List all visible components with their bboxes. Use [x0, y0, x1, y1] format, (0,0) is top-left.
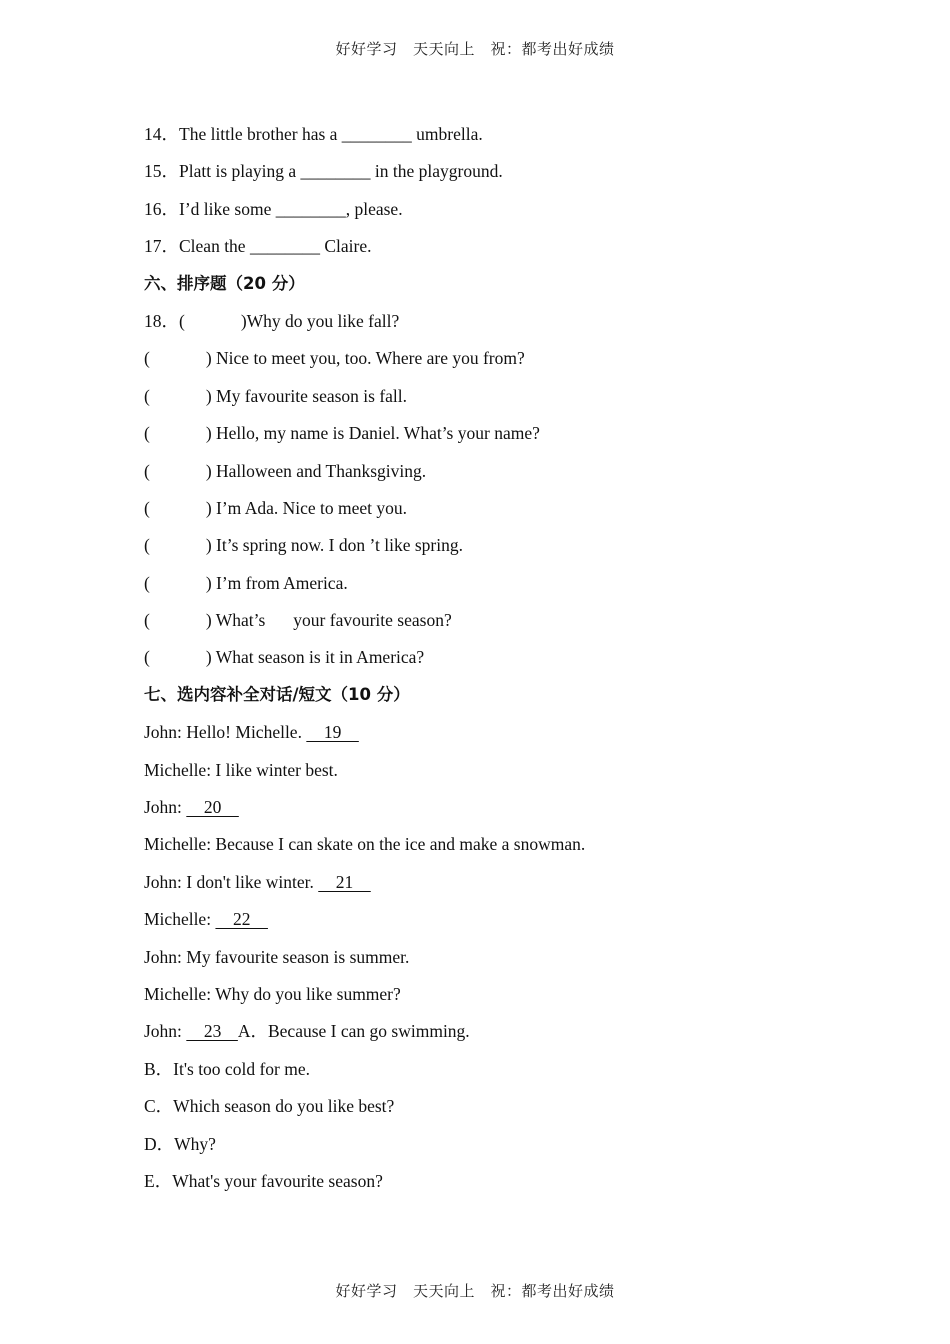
question-text-after: umbrella. [411, 124, 483, 144]
order-sentence: ) What’s [205, 610, 266, 631]
order-line: ( ) Nice to meet you, too. Where are you from? [144, 348, 525, 369]
dialogue-line [144, 829, 844, 866]
dialogue-line [144, 979, 844, 1016]
dialogue-text: Michelle: Why do you like summer? [144, 983, 401, 1004]
question-text-before: Platt is playing a [179, 161, 301, 182]
order-line: ( ) What season is it in America? [144, 647, 425, 668]
answer-blank[interactable]: ________ [275, 198, 346, 219]
option-e: E．What's your favourite season? [144, 1170, 383, 1191]
dialogue-blank-22[interactable]: 22 [215, 909, 268, 930]
dialogue-text: John: I don't like winter. [144, 871, 319, 892]
dialogue-text: Michelle: I like winter best. [144, 759, 338, 780]
page-footer: 好好学习 天天向上 祝：都考出好成绩 [335, 1282, 615, 1300]
order-sentence: ) Hello, my name is Daniel. What’s your name? [205, 423, 540, 444]
dialogue-line [144, 904, 844, 941]
question-16 [144, 194, 844, 231]
dialogue-line [144, 792, 844, 829]
question-15 [144, 156, 844, 193]
section-6-title: 六、排序题（20 分） [144, 273, 305, 293]
order-line: ( ) I’m Ada. Nice to meet you. [144, 497, 408, 518]
page-header: 好好学习 天天向上 祝：都考出好成绩 [335, 40, 615, 58]
order-sentence: ) Halloween and Thanksgiving. [205, 460, 427, 481]
dialogue-text: Michelle: Because I can skate on the ice and make a snowman. [144, 834, 586, 855]
answer-blank[interactable]: ________ [341, 124, 412, 144]
question-18: 18．( )Why do you like fall? [144, 310, 400, 331]
order-line: ( ) It’s spring now. I don ’t like spring. [144, 535, 463, 556]
question-number: 15． [144, 161, 179, 182]
question-text-before: I’d like some [179, 198, 276, 219]
option-b: B．It's too cold for me. [144, 1058, 310, 1079]
question-text-after: , please. [345, 198, 403, 219]
order-sentence: your favourite season? [293, 610, 452, 631]
order-sentence: ) What season is it in America? [205, 647, 425, 668]
question-17 [144, 231, 844, 268]
option-c: C．Which season do you like best? [144, 1096, 395, 1117]
order-sentence: ) I’m Ada. Nice to meet you. [205, 497, 408, 518]
order-sentence: ) I’m from America. [205, 572, 348, 593]
order-sentence: )Why do you like fall? [240, 310, 400, 331]
dialogue-blank-20[interactable]: 20 [186, 797, 239, 818]
dialogue-line [144, 942, 844, 979]
order-line: ( ) I’m from America. [144, 572, 348, 593]
document-body [144, 119, 844, 1203]
order-sentence: ) Nice to meet you, too. Where are you from? [205, 348, 525, 369]
option-a: A．Because I can go swimming. [237, 1021, 470, 1042]
option-d: D．Why? [144, 1133, 216, 1154]
order-line: ( ) Halloween and Thanksgiving. [144, 460, 427, 481]
dialogue-blank-19[interactable]: 19 [306, 722, 359, 743]
dialogue-text: Michelle: [144, 909, 216, 930]
dialogue-line [144, 755, 844, 792]
question-text-before: The little brother has a [179, 124, 342, 144]
order-line: ( ) My favourite season is fall. [144, 385, 408, 406]
dialogue-blank-21[interactable]: 21 [318, 871, 371, 892]
question-number: 16． [144, 198, 179, 219]
question-text-before: Clean the [179, 236, 250, 257]
section-7-title: 七、选内容补全对话/短文（10 分） [144, 684, 410, 704]
dialogue-text: John: Hello! Michelle. [144, 722, 307, 743]
dialogue-text: John: My favourite season is summer. [144, 946, 410, 967]
question-text-after: Claire. [319, 236, 372, 257]
question-14 [144, 119, 844, 156]
question-number: 17． [144, 236, 179, 257]
answer-blank[interactable]: ________ [300, 161, 371, 182]
dialogue-text: John: [144, 797, 187, 818]
question-text-after: in the playground. [370, 161, 503, 182]
order-sentence: ) My favourite season is fall. [205, 385, 408, 406]
dialogue-line [144, 1016, 844, 1053]
dialogue-line [144, 717, 844, 754]
dialogue-line [144, 867, 844, 904]
order-sentence: ) It’s spring now. I don ’t like spring. [205, 535, 463, 556]
dialogue-text: John: [144, 1021, 187, 1042]
question-number: 18． [144, 310, 179, 331]
order-line: ( ) What’s your favourite season? [144, 610, 452, 631]
question-number: 14． [144, 124, 179, 144]
order-line: ( ) Hello, my name is Daniel. What’s your name? [144, 423, 540, 444]
answer-blank[interactable]: ________ [249, 236, 320, 257]
dialogue-blank-23[interactable]: 23 [186, 1021, 238, 1042]
